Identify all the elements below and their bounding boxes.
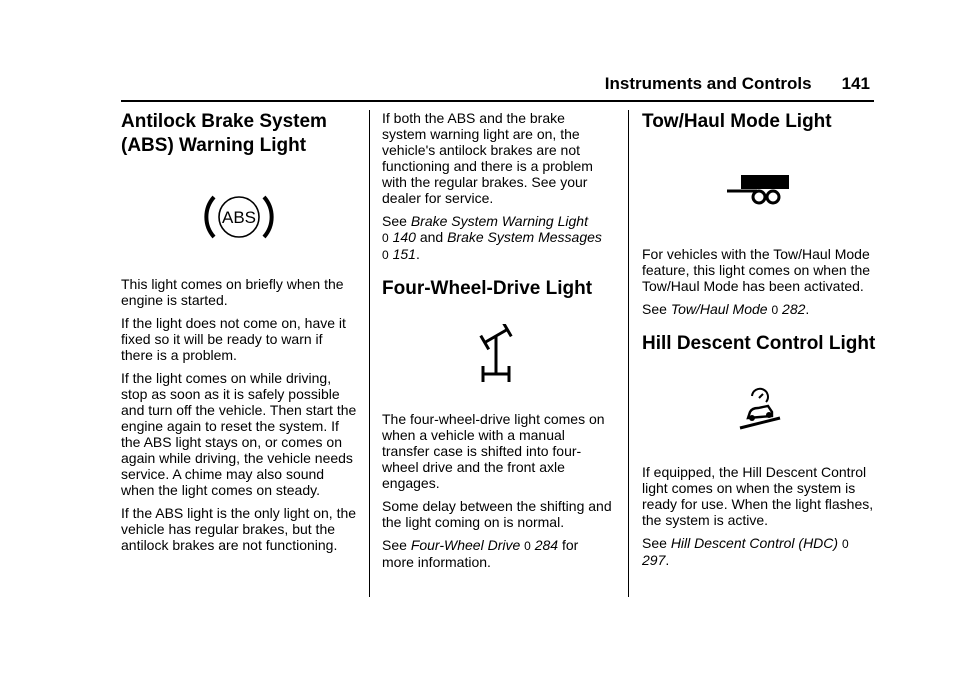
- four-wheel-drive-icon: [382, 301, 612, 411]
- brake-warning-page[interactable]: 140: [392, 229, 416, 245]
- page-ref-arrow-icon: 0: [382, 231, 389, 245]
- abs-paragraph-2: If the light does not come on, have it fixed so it will be ready to warn if there is a problem.: [121, 315, 346, 363]
- column-tow-hdc: [642, 110, 878, 575]
- brake-messages-page[interactable]: 151: [392, 246, 416, 262]
- page-number: 141: [841, 74, 870, 93]
- column-divider: [628, 110, 629, 597]
- hdc-link[interactable]: Hill Descent Control (HDC): [670, 535, 839, 551]
- abs-icon-text: ABS: [221, 208, 257, 227]
- column-divider: [369, 110, 370, 597]
- page-ref-arrow-icon: 0: [382, 248, 389, 262]
- tow-haul-page[interactable]: 282: [782, 301, 806, 317]
- 4wd-paragraph-1: The four-wheel-drive light comes on when a vehicle with a manual transfer case is shifted into four-wheel drive and the front axle engages.: [382, 411, 605, 491]
- page-ref-arrow-icon: 0: [841, 537, 849, 551]
- abs-warning-icon: [121, 158, 357, 276]
- section-title: Instruments and Controls: [604, 74, 812, 93]
- abs-paragraph-4: If the ABS light is the only light on, the vehicle has regular brakes, but the antilock brakes are not functioning.: [121, 505, 357, 553]
- page-ref-arrow-icon: 0: [524, 539, 531, 553]
- hdc-page[interactable]: 297: [642, 552, 666, 568]
- tow-haul-trailer-icon: [642, 134, 878, 246]
- 4wd-paragraph-2: Some delay between the shifting and the light coming on is normal.: [382, 498, 612, 530]
- tow-haul-reference: See Tow/Haul Mode 0 282.: [642, 301, 810, 317]
- 4wd-heading: Four-Wheel-Drive Light: [382, 278, 593, 299]
- four-wheel-drive-page[interactable]: 284: [534, 537, 559, 553]
- 4wd-reference: See Four-Wheel Drive 0 284 for more information.: [382, 537, 579, 570]
- abs-references: See Brake System Warning Light 0 140 and Brake System Messages 0 151.: [382, 213, 602, 262]
- hdc-paragraph: If equipped, the Hill Descent Control light comes on when the system is ready for use. When the light flashes, the system is active.: [642, 464, 874, 528]
- four-wheel-drive-link[interactable]: Four-Wheel Drive: [410, 537, 521, 553]
- column-4wd: [382, 110, 612, 577]
- abs-brake-paragraph: If both the ABS and the brake system warning light are on, the vehicle's antilock brakes are not functioning and there is a problem with the regular brakes. See your dealer for service.: [382, 110, 593, 206]
- abs-paragraph-1: This light comes on briefly when the engine is started.: [121, 276, 344, 308]
- hdc-heading: Hill Descent Control Light: [642, 333, 876, 354]
- hill-descent-control-icon: [642, 356, 878, 464]
- tow-haul-heading: Tow/Haul Mode Light: [642, 111, 832, 132]
- page-ref-arrow-icon: 0: [771, 303, 779, 317]
- brake-messages-link[interactable]: Brake System Messages: [447, 229, 602, 245]
- page-header: [540, 70, 870, 98]
- column-abs: [121, 110, 357, 560]
- brake-warning-link[interactable]: Brake System Warning Light: [410, 213, 588, 229]
- tow-haul-paragraph: For vehicles with the Tow/Haul Mode feature, this light comes on when the Tow/Haul Mode has been activated.: [642, 246, 871, 294]
- header-rule: [121, 100, 874, 102]
- tow-haul-link[interactable]: Tow/Haul Mode: [670, 301, 768, 317]
- abs-heading: Antilock Brake System (ABS) Warning Light: [121, 111, 327, 156]
- abs-paragraph-3: If the light comes on while driving, stop as soon as it is safely possible and turn off the vehicle. Then start the engine again to reset the system. If the ABS light stays on, or comes on again while driving, the vehicle needs service. A chime may also sound when the light comes on steady.: [121, 370, 357, 498]
- hdc-reference: See Hill Descent Control (HDC) 0 297.: [642, 535, 849, 568]
